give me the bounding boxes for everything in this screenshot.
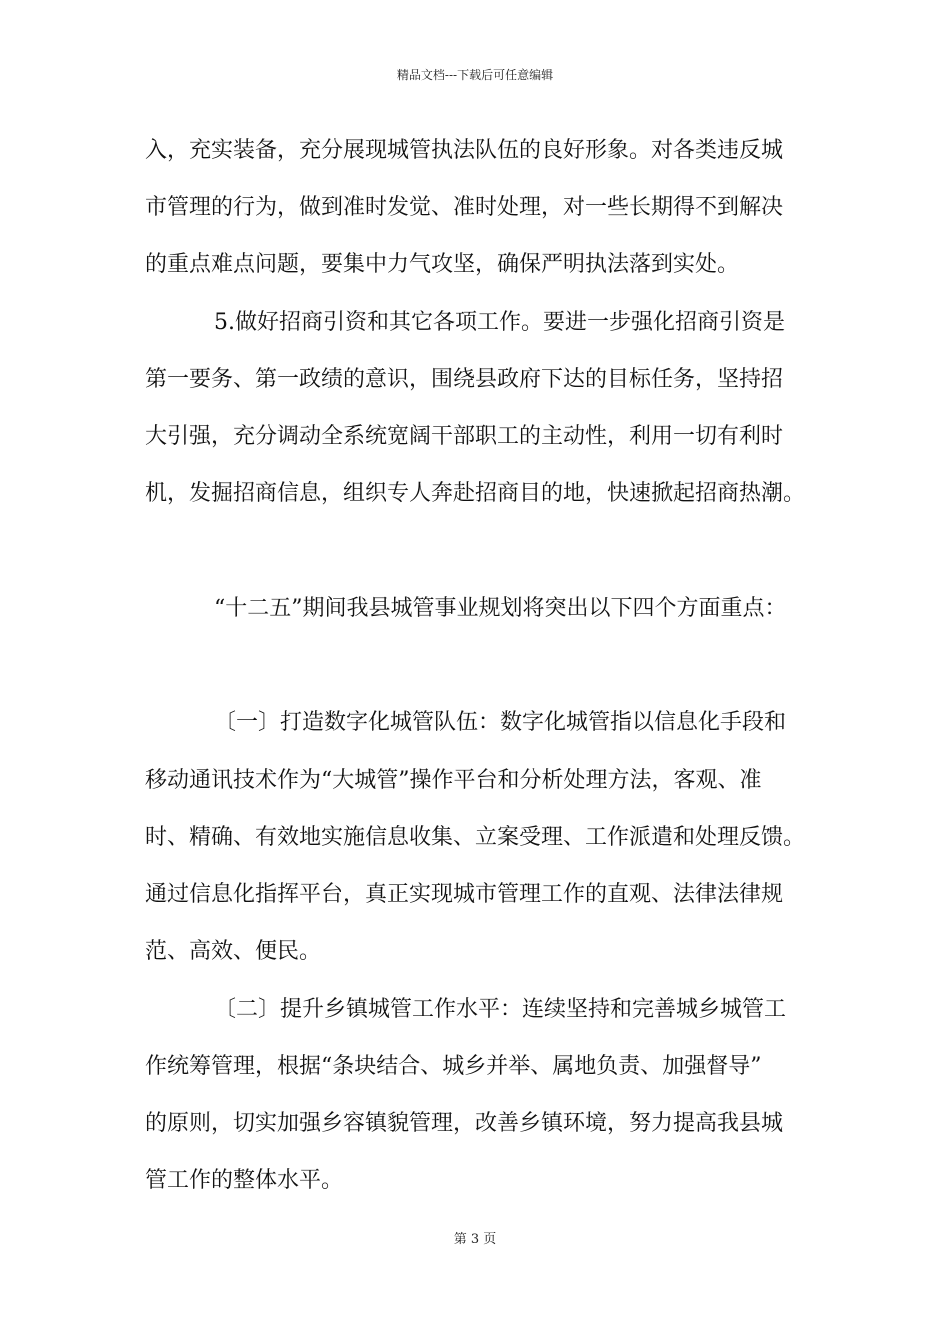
text-line: 大引强，充分调动全系统宽阔干部职工的主动性，利用一切有利时 xyxy=(145,424,784,449)
page-header: 精品文档---下载后可任意编辑 xyxy=(396,68,554,82)
text-line: 通过信息化指挥平台，真正实现城市管理工作的直观、法律法律规 xyxy=(145,882,784,907)
text-line: 机，发掘招商信息，组织专人奔赴招商目的地，快速掀起招商热潮。 xyxy=(145,481,806,506)
text-line: 范、高效、便民。 xyxy=(145,939,322,964)
text-line: 管工作的整体水平。 xyxy=(145,1168,344,1193)
text-line: 市管理的行为，做到准时发觉、准时处理，对一些长期得不到解决 xyxy=(145,195,784,220)
paragraph-first-line: 〔二〕提升乡镇城管工作水平：连续坚持和完善城乡城管工 xyxy=(214,997,787,1022)
text-line: 入，充实装备，充分展现城管执法队伍的良好形象。对各类违反城 xyxy=(145,138,784,163)
text-line: 第一要务、第一政绩的意识，围绕县政府下达的目标任务，坚持招 xyxy=(145,367,784,392)
text-line: 作统筹管理，根据“条块结合、城乡并举、属地负责、加强督导” xyxy=(145,1054,762,1079)
page-number: 第 3 页 xyxy=(453,1232,497,1247)
paragraph-first-line: “十二五”期间我县城管事业规划将突出以下四个方面重点： xyxy=(214,596,787,621)
text-line: 的原则，切实加强乡容镇貌管理，改善乡镇环境，努力提高我县城 xyxy=(145,1111,784,1136)
text-line: 的重点难点问题，要集中力气攻坚，确保严明执法落到实处。 xyxy=(145,252,740,277)
paragraph-first-line: 5.做好招商引资和其它各项工作。要进一步强化招商引资是 xyxy=(214,310,785,335)
text-line: 移动通讯技术作为“大城管”操作平台和分析处理方法，客观、准 xyxy=(145,768,762,793)
paragraph-first-line: 〔一〕打造数字化城管队伍：数字化城管指以信息化手段和 xyxy=(214,710,787,735)
text-line: 时、精确、有效地实施信息收集、立案受理、工作派遣和处理反馈。 xyxy=(145,825,806,850)
